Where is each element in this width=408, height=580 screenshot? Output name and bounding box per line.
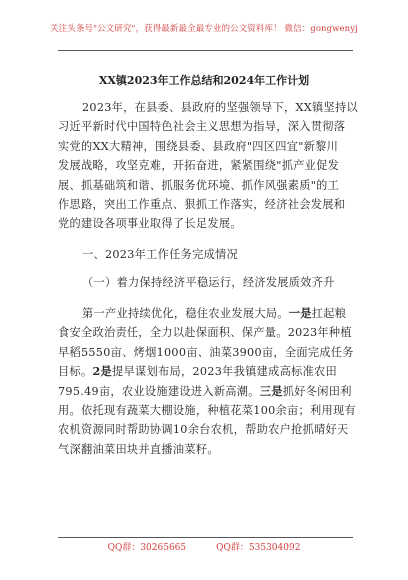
paragraph-line: 实党的XX大精神，围绕县委、县政府"四区四宜"新黎川 xyxy=(58,139,339,153)
paragraph-line: 党的建设各项事业取得了长足发展。 xyxy=(58,217,242,231)
paragraph-line: 气深翻油菜田块并直播油菜籽。 xyxy=(58,442,219,456)
document-title: XX镇2023年工作总结和2024年工作计划 xyxy=(98,74,310,87)
header-divider xyxy=(58,50,353,51)
footer xyxy=(0,540,408,553)
emphasis-label: 2是 xyxy=(92,364,113,379)
paragraph-line: 795.49亩，农业设施建设进入新高潮。三是抓好冬闲田利 xyxy=(58,383,352,398)
header-banner: 关注头条号"公文研究"，获得最新最全最专业的公文资料库！ 微信：gongwenyj xyxy=(50,24,358,34)
footer-divider xyxy=(58,537,353,538)
paragraph-line: 目标。2是提早谋划布局，2023年我镇建成高标准农田 xyxy=(58,364,338,379)
footer-qq-group-2: QQ群：535304092 xyxy=(216,543,301,553)
paragraph-line: 2023年，在县委、县政府的坚强领导下，XX镇坚持以 xyxy=(82,101,358,114)
paragraph-line: 用。依托现有蔬菜大棚设施，种植花菜100余亩；利用现有 xyxy=(58,404,356,418)
emphasis-label: 一是 xyxy=(288,306,312,320)
footer-qq-group-1: QQ群：30265665 xyxy=(107,543,187,553)
paragraph-line: 发展战略，攻坚克难，开拓奋进，紧紧围绕"抓产业促发 xyxy=(58,159,340,173)
paragraph-line: 早稻5550亩、烤烟1000亩、油菜3900亩，全面完成任务 xyxy=(58,345,354,359)
emphasis-label: 三是 xyxy=(259,383,283,398)
agriculture-paragraph xyxy=(58,304,355,459)
paragraph-line: 第一产业持续优化，稳住农业发展大局。一是扛起粮 xyxy=(82,306,347,320)
section-heading: 一、2023年工作任务完成情况 xyxy=(82,248,239,261)
paragraph-line: 食安全政治责任，全力以赴保面积、保产量。2023年种植 xyxy=(58,326,352,340)
subsection-heading: （一）着力保持经济平稳运行，经济发展质效齐升 xyxy=(82,276,335,289)
intro-paragraph xyxy=(58,98,358,234)
paragraph-line: 习近平新时代中国特色社会主义思想为指导，深入贯彻落 xyxy=(58,120,346,134)
paragraph-line: 作思路，突出工作重点、狠抓工作落实，经济社会发展和 xyxy=(58,198,346,212)
paragraph-line: 展、抓基础筑和谐、抓服务优环境、抓作风强素质"的工 xyxy=(58,178,340,192)
paragraph-line: 农机资源同时帮助协调10余台农机，帮助农户抢抓晴好天 xyxy=(58,423,349,437)
